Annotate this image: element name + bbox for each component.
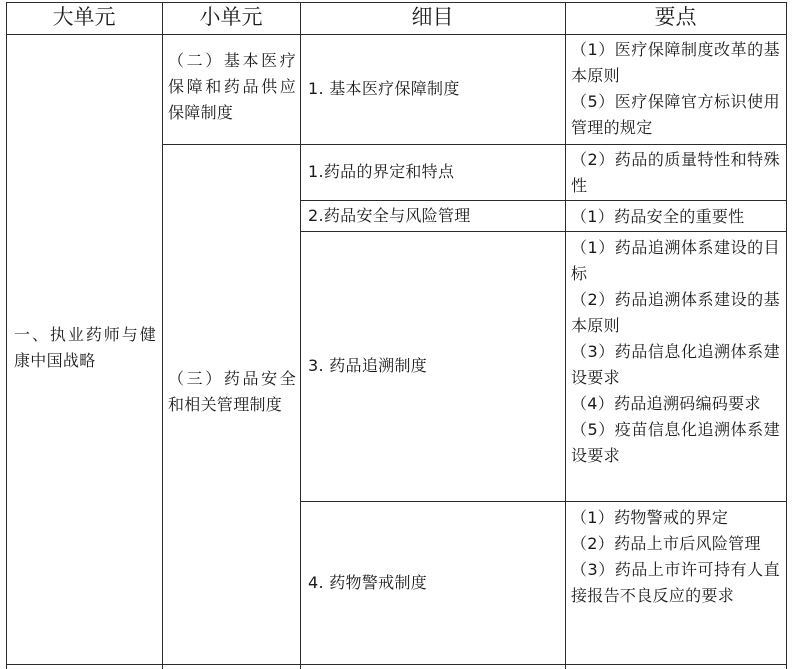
detail-cell: 3. 药品追溯制度 bbox=[308, 356, 428, 375]
point-item: （3）药品上市许可持有人直接报告不良反应的要求 bbox=[571, 560, 780, 605]
subunit-cell: （二）基本医疗保障和药品供应保障制度 bbox=[168, 51, 296, 122]
header-points: 要点 bbox=[654, 5, 697, 29]
detail-cell: 1. 基本医疗保障制度 bbox=[308, 79, 460, 98]
col-divider bbox=[162, 2, 163, 669]
subunit-cell: （三）药品安全和相关管理制度 bbox=[168, 369, 296, 414]
point-item: （3）药品信息化追溯体系建设要求 bbox=[571, 342, 780, 387]
point-item: （2）药品上市后风险管理 bbox=[571, 534, 761, 553]
col-divider bbox=[300, 2, 301, 669]
table-border-top bbox=[6, 2, 787, 3]
point-item: （1）药物警戒的界定 bbox=[571, 508, 729, 527]
points-cell bbox=[571, 147, 780, 199]
table-border-bottom bbox=[6, 664, 787, 665]
header-detail: 细目 bbox=[411, 5, 454, 29]
unit-cell: 一、执业药师与健康中国战略 bbox=[14, 325, 156, 370]
points-cell bbox=[571, 235, 780, 469]
points-cell bbox=[571, 505, 780, 609]
detail-cell: 2.药品安全与风险管理 bbox=[308, 206, 471, 225]
row-divider bbox=[300, 200, 787, 201]
point-item: （1）药品追溯体系建设的目标 bbox=[571, 238, 780, 283]
row-divider bbox=[300, 501, 787, 502]
col-divider bbox=[565, 2, 566, 669]
header-subunit: 小单元 bbox=[199, 5, 263, 29]
point-item: （2）药品的质量特性和特殊性 bbox=[571, 150, 780, 195]
points-cell bbox=[571, 204, 780, 230]
header-divider bbox=[6, 34, 787, 35]
table-border-left bbox=[6, 2, 7, 669]
point-item: （2）药品追溯体系建设的基本原则 bbox=[571, 290, 780, 335]
point-item: （1）医疗保障制度改革的基本原则 bbox=[571, 40, 780, 85]
detail-cell: 4. 药物警戒制度 bbox=[308, 573, 428, 592]
table-border-right bbox=[786, 2, 787, 669]
point-item: （4）药品追溯码编码要求 bbox=[571, 394, 761, 413]
point-item: （5）疫苗信息化追溯体系建设要求 bbox=[571, 420, 780, 465]
detail-cell: 1.药品的界定和特点 bbox=[308, 162, 455, 181]
point-item: （1）药品安全的重要性 bbox=[571, 207, 745, 226]
points-cell bbox=[571, 37, 780, 141]
row-divider bbox=[162, 144, 787, 145]
header-unit: 大单元 bbox=[52, 5, 116, 29]
row-divider bbox=[300, 231, 787, 232]
point-item: （5）医疗保障官方标识使用管理的规定 bbox=[571, 92, 780, 137]
